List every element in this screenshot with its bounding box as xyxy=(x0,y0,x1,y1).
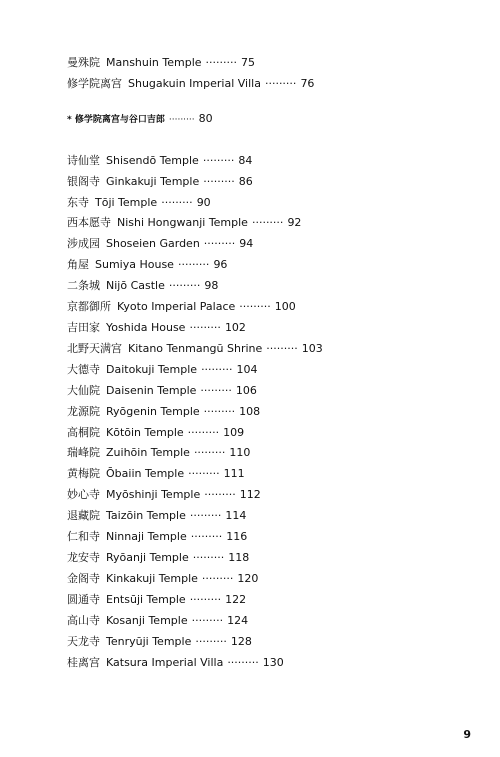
dot-leader: ········· xyxy=(239,300,271,313)
entry-page-number: 100 xyxy=(274,300,296,313)
entry-page-number: 128 xyxy=(230,635,252,648)
toc-entry xyxy=(67,635,252,649)
entry-chinese-name: 仁和寺 xyxy=(67,530,100,543)
dot-leader: ········· xyxy=(189,321,221,334)
toc-entry xyxy=(67,300,296,314)
dot-leader: ········· xyxy=(203,405,236,418)
entry-page-number: 76 xyxy=(300,77,315,90)
entry-english-name: Manshuin Temple xyxy=(106,56,202,69)
toc-entry xyxy=(67,237,253,251)
entry-page-number: 106 xyxy=(235,384,257,397)
entry-english-name: Yoshida House xyxy=(106,321,186,334)
toc-entry xyxy=(67,593,246,607)
dot-leader: ········· xyxy=(195,635,227,648)
page-number: 9 xyxy=(463,728,471,741)
toc-entry xyxy=(67,279,218,293)
entry-english-name: Ginkakuji Temple xyxy=(106,175,200,188)
entry-english-name: Nijō Castle xyxy=(106,279,165,292)
entry-english-name: Kitano Tenmangū Shrine xyxy=(128,342,263,355)
toc-entry xyxy=(67,154,252,168)
entry-page-number: 118 xyxy=(228,551,250,564)
dot-leader: ········· xyxy=(227,656,259,669)
toc-entry xyxy=(67,216,301,230)
toc-section-heading xyxy=(67,113,213,126)
entry-page-number: 103 xyxy=(301,342,323,355)
entry-english-name: Kosanji Temple xyxy=(106,614,188,627)
entry-english-name: Sumiya House xyxy=(95,258,174,271)
entry-english-name: Daisenin Temple xyxy=(106,384,197,397)
entry-page-number: 104 xyxy=(236,363,258,376)
entry-page-number: 124 xyxy=(227,614,249,627)
entry-page-number: 84 xyxy=(238,154,253,167)
entry-chinese-name: 龙安寺 xyxy=(67,551,100,564)
dot-leader: ········· xyxy=(168,115,195,125)
dot-leader: ········· xyxy=(188,467,220,480)
toc-entry xyxy=(67,530,247,544)
entry-english-name: Kōtōin Temple xyxy=(106,426,184,439)
dot-leader: ········· xyxy=(187,426,220,439)
entry-chinese-name: 大德寺 xyxy=(67,363,100,376)
entry-page-number: 108 xyxy=(239,405,261,418)
entry-page-number: 75 xyxy=(241,56,256,69)
entry-english-name: Tōji Temple xyxy=(95,196,158,209)
dot-leader: ········· xyxy=(264,77,297,90)
entry-page-number: 90 xyxy=(196,196,211,209)
entry-english-name: Ryōanji Temple xyxy=(106,551,189,564)
dot-leader: ········· xyxy=(189,593,222,606)
entry-english-name: Zuihōin Temple xyxy=(106,446,190,459)
dot-leader: ········· xyxy=(202,154,235,167)
toc-entry xyxy=(67,196,211,210)
entry-chinese-name: 诗仙堂 xyxy=(67,154,100,167)
entry-page-number: 98 xyxy=(204,279,219,292)
entry-chinese-name: 退藏院 xyxy=(67,509,100,522)
dot-leader: ········· xyxy=(189,509,222,522)
dot-leader: ········· xyxy=(251,216,284,229)
entry-page-number: 96 xyxy=(213,258,228,271)
toc-entry xyxy=(67,509,246,523)
section-page-number: 80 xyxy=(198,112,213,125)
entry-page-number: 116 xyxy=(226,530,248,543)
entry-chinese-name: 圆通寺 xyxy=(67,593,100,606)
entry-english-name: Taizōin Temple xyxy=(106,509,186,522)
entry-page-number: 111 xyxy=(223,467,245,480)
entry-chinese-name: 大仙院 xyxy=(67,384,100,397)
dot-leader: ········· xyxy=(201,363,233,376)
entry-chinese-name: 涉成园 xyxy=(67,237,100,250)
entry-english-name: Kyoto Imperial Palace xyxy=(117,300,236,313)
entry-chinese-name: 金阁寺 xyxy=(67,572,100,585)
dot-leader: ········· xyxy=(177,258,210,271)
entry-chinese-name: 东寺 xyxy=(67,196,89,209)
entry-chinese-name: 龙源院 xyxy=(67,405,100,418)
dot-leader: ········· xyxy=(192,551,225,564)
entry-english-name: Ōbaiin Temple xyxy=(106,467,185,480)
toc-entry xyxy=(67,551,249,565)
dot-leader: ········· xyxy=(203,237,236,250)
entry-page-number: 94 xyxy=(239,237,254,250)
entry-english-name: Shisendō Temple xyxy=(106,154,199,167)
entry-page-number: 130 xyxy=(262,656,284,669)
entry-english-name: Shugakuin Imperial Villa xyxy=(128,77,261,90)
entry-english-name: Entsūji Temple xyxy=(106,593,186,606)
entry-page-number: 122 xyxy=(225,593,247,606)
entry-chinese-name: 北野天满宫 xyxy=(67,342,122,355)
entry-page-number: 112 xyxy=(239,488,261,501)
toc-entry xyxy=(67,467,245,481)
toc-entry xyxy=(67,614,248,628)
entry-page-number: 120 xyxy=(237,572,259,585)
dot-leader: ········· xyxy=(168,279,201,292)
dot-leader: ········· xyxy=(205,56,238,69)
entry-english-name: Ryōgenin Temple xyxy=(106,405,200,418)
entry-chinese-name: 瑞峰院 xyxy=(67,446,100,459)
entry-chinese-name: 天龙寺 xyxy=(67,635,100,648)
entry-page-number: 86 xyxy=(238,175,253,188)
entry-english-name: Shoseien Garden xyxy=(106,237,200,250)
toc-entry xyxy=(67,488,261,502)
entry-chinese-name: 吉田家 xyxy=(67,321,100,334)
toc-entry xyxy=(67,321,246,335)
toc-entry xyxy=(67,175,253,189)
toc-entry xyxy=(67,446,250,460)
toc-entry xyxy=(67,405,260,419)
toc-entry xyxy=(67,384,257,398)
entry-chinese-name: 银阁寺 xyxy=(67,175,100,188)
entry-english-name: Daitokuji Temple xyxy=(106,363,198,376)
toc-entry xyxy=(67,77,314,91)
entry-chinese-name: 京都御所 xyxy=(67,300,111,313)
toc-entry xyxy=(67,426,244,440)
toc-entry xyxy=(67,56,255,70)
dot-leader: ········· xyxy=(200,384,232,397)
section-marker: * xyxy=(67,115,72,125)
entry-chinese-name: 桂离宫 xyxy=(67,656,100,669)
entry-english-name: Ninnaji Temple xyxy=(106,530,187,543)
section-title: 修学院离宫与谷口吉郎 xyxy=(74,115,165,125)
entry-chinese-name: 西本愿寺 xyxy=(67,216,111,229)
dot-leader: ········· xyxy=(193,446,226,459)
entry-page-number: 109 xyxy=(223,426,245,439)
dot-leader: ········· xyxy=(190,530,223,543)
entry-chinese-name: 二条城 xyxy=(67,279,100,292)
entry-english-name: Myōshinji Temple xyxy=(106,488,201,501)
entry-page-number: 102 xyxy=(224,321,246,334)
entry-chinese-name: 高桐院 xyxy=(67,426,100,439)
entry-chinese-name: 修学院离宫 xyxy=(67,77,122,90)
toc-entry xyxy=(67,258,227,272)
toc-entry xyxy=(67,572,258,586)
dot-leader: ········· xyxy=(201,572,234,585)
dot-leader: ········· xyxy=(203,175,235,188)
entry-chinese-name: 角屋 xyxy=(67,258,89,271)
entry-english-name: Katsura Imperial Villa xyxy=(106,656,224,669)
dot-leader: ········· xyxy=(204,488,236,501)
dot-leader: ········· xyxy=(161,196,193,209)
entry-page-number: 92 xyxy=(287,216,302,229)
entry-chinese-name: 曼殊院 xyxy=(67,56,100,69)
entry-page-number: 114 xyxy=(225,509,247,522)
entry-chinese-name: 妙心寺 xyxy=(67,488,100,501)
dot-leader: ········· xyxy=(191,614,224,627)
entry-chinese-name: 黄梅院 xyxy=(67,467,100,480)
entry-chinese-name: 高山寺 xyxy=(67,614,100,627)
toc-entry xyxy=(67,363,258,377)
entry-page-number: 110 xyxy=(229,446,251,459)
entry-english-name: Tenryūji Temple xyxy=(106,635,192,648)
dot-leader: ········· xyxy=(266,342,298,355)
toc-entry xyxy=(67,656,284,670)
toc-entry xyxy=(67,342,323,356)
entry-english-name: Nishi Hongwanji Temple xyxy=(117,216,248,229)
entry-english-name: Kinkakuji Temple xyxy=(106,572,198,585)
